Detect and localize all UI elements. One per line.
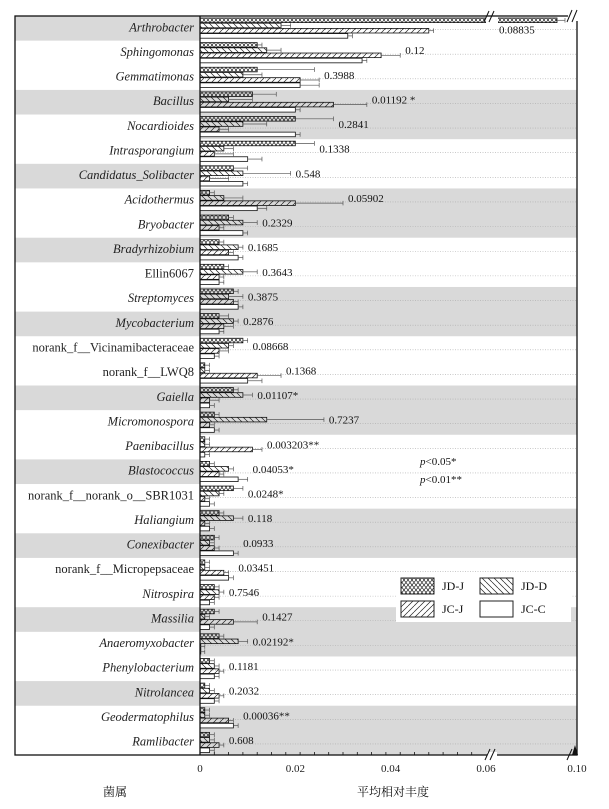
bar-jd-j xyxy=(200,92,252,97)
bar-jc-j xyxy=(200,472,219,477)
pvalue-label: 0.1181 xyxy=(228,661,259,674)
legend-label-jc-j: JC-J xyxy=(442,602,464,616)
bar-jd-d xyxy=(200,171,243,176)
pvalue-label: 0.1338 xyxy=(319,143,350,156)
pvalue-label: 0.608 xyxy=(228,734,254,747)
x-tick-label: 0.04 xyxy=(381,763,401,775)
pvalue-label: 0.01107* xyxy=(257,390,299,403)
bar-jd-d xyxy=(200,220,243,225)
bar-jd-j xyxy=(200,732,210,737)
category-label: Phenylobacterium xyxy=(102,660,194,675)
legend xyxy=(396,572,571,622)
bar-jd-j xyxy=(200,412,214,417)
plot-band xyxy=(200,188,577,237)
bar-jd-d xyxy=(200,614,205,619)
pvalue-label: 0.2329 xyxy=(262,217,293,230)
bar-jd-d xyxy=(200,491,219,496)
category-label: Nitrolancea xyxy=(134,685,194,700)
bar-jd-j xyxy=(200,141,295,146)
category-label: Nitrospira xyxy=(142,586,194,601)
bar-jc-j xyxy=(200,225,219,230)
category-label: Bacillus xyxy=(153,94,194,109)
bar-jc-j xyxy=(200,28,429,33)
pvalue-label: 0.1368 xyxy=(286,365,317,378)
bar-jd-d xyxy=(200,393,243,398)
category-label: Ramlibacter xyxy=(132,734,194,749)
bar-jc-c xyxy=(200,231,243,236)
category-label: Arthrobacter xyxy=(129,20,194,35)
pvalue-label: 0.01192 * xyxy=(371,94,416,107)
category-label: Ellin6067 xyxy=(144,266,194,281)
bar-jc-c xyxy=(200,181,243,186)
bar-jc-j xyxy=(200,299,233,304)
category-label: Massilia xyxy=(150,611,194,626)
bar-jd-j xyxy=(200,166,233,171)
pvalue-label: 0.3988 xyxy=(324,69,355,82)
legend-swatch-jd-j xyxy=(401,578,434,594)
bar-jc-j xyxy=(200,570,224,575)
bar-jc-j xyxy=(200,275,219,280)
bar-jc-c xyxy=(200,576,229,581)
x-tick-label: 0.06 xyxy=(476,763,496,775)
bar-jc-j xyxy=(200,349,219,354)
bar-jd-j xyxy=(200,560,205,565)
bar-jd-d xyxy=(200,97,229,102)
bar-jd-d xyxy=(200,245,238,250)
pvalue-label: 0.0933 xyxy=(243,537,274,550)
pvalue-label: 0.548 xyxy=(295,168,321,181)
bar-jd-d xyxy=(200,664,214,669)
bar-jd-d xyxy=(200,738,210,743)
bar-jd-d xyxy=(200,319,233,324)
bar-jd-j xyxy=(200,461,210,466)
bar-jd-j xyxy=(200,708,205,713)
legend-label-jc-c: JC-C xyxy=(521,602,546,616)
bar-jc-j xyxy=(200,423,210,428)
pvalue-label: 0.2876 xyxy=(243,316,274,329)
pvalue-label: 0.08835 xyxy=(499,24,535,37)
bar-jd-d xyxy=(200,541,210,546)
category-label: Streptomyces xyxy=(127,291,194,306)
bar-jc-j xyxy=(200,78,300,83)
bar-jd-d xyxy=(200,122,243,127)
bar-jc-j xyxy=(200,250,229,255)
x-axis-title: 平均相对丰度 xyxy=(356,785,430,799)
bar-jd-j xyxy=(200,117,295,122)
pvalue-label: 0.05902 xyxy=(348,192,384,205)
pvalue-label: 0.3643 xyxy=(262,266,293,279)
bar-jc-j xyxy=(200,595,214,600)
bar-jd-d xyxy=(200,196,224,201)
bar-jc-c xyxy=(200,108,295,113)
bar-jc-c xyxy=(200,329,219,334)
category-label: Haliangium xyxy=(134,512,194,527)
bar-jd-d xyxy=(200,368,205,373)
bar-jc-c xyxy=(200,34,348,39)
legend-swatch-jc-c xyxy=(480,601,513,617)
bar-jc-j xyxy=(200,373,257,378)
pvalue-label: 0.12 xyxy=(405,45,425,58)
bar-jc-j xyxy=(200,496,205,501)
bar-jc-j xyxy=(200,546,214,551)
category-label: Micromonospora xyxy=(107,414,194,429)
bar-jc-j xyxy=(200,718,229,723)
category-label: norank_f__Vicinamibacteraceae xyxy=(32,340,194,355)
bar-jc-c xyxy=(200,674,214,679)
bar-jc-j xyxy=(200,152,214,157)
bar-jc-j xyxy=(200,521,205,526)
category-label: Nocardioides xyxy=(127,118,194,133)
bar-jd-j xyxy=(200,264,224,269)
pvalue-label: 0.2841 xyxy=(338,119,369,132)
bar-jc-c xyxy=(200,502,210,507)
bar-jd-j xyxy=(200,43,257,48)
x-tick-label: 0 xyxy=(197,763,203,775)
y-axis-title: 菌属 xyxy=(102,785,128,799)
bar-jc-j xyxy=(200,620,233,625)
bar-jd-j xyxy=(200,634,219,639)
bar-jd-j xyxy=(200,215,229,220)
category-label: norank_f__Micropepsaceae xyxy=(55,562,194,577)
bar-jd-j xyxy=(200,67,257,72)
bar-jd-j xyxy=(200,338,243,343)
bar-jc-c xyxy=(200,428,214,433)
bar-jc-c xyxy=(200,132,295,137)
bar-jc-c xyxy=(200,748,210,753)
bar-jd-d xyxy=(200,270,243,275)
bar-jd-j xyxy=(200,363,205,368)
bar-jd-d xyxy=(200,688,210,693)
bar-jc-c xyxy=(200,551,233,556)
category-label: Gemmatimonas xyxy=(115,69,194,84)
pvalue-label: 0.02192* xyxy=(252,636,294,649)
legend-label-jd-j: JD-J xyxy=(442,579,465,593)
significance-note xyxy=(419,456,462,486)
sig-note-01: p<0.01** xyxy=(420,474,462,486)
legend-swatch-jd-d xyxy=(480,578,513,594)
bar-jd-j xyxy=(200,511,219,516)
pvalue-label: 0.1427 xyxy=(262,611,293,624)
bar-jd-d xyxy=(200,72,243,77)
bar-jd-j xyxy=(200,240,219,245)
category-label: Mycobacterium xyxy=(115,315,194,330)
bar-jd-d xyxy=(200,713,205,718)
x-tick-label: 0.10 xyxy=(567,763,587,775)
bar-jc-c xyxy=(200,477,238,482)
bar-jd-d xyxy=(200,146,224,151)
bar-jc-j xyxy=(200,53,381,58)
bar-jd-d xyxy=(200,294,229,299)
pvalue-label: 0.003203** xyxy=(266,439,320,452)
bar-jd-d xyxy=(200,590,219,595)
bar-jd-j xyxy=(200,683,205,688)
bar-jc-j xyxy=(200,201,295,206)
bar-jc-c xyxy=(200,452,205,457)
category-label: Anaeromyxobacter xyxy=(99,636,194,651)
pvalue-label: 0.118 xyxy=(247,513,273,526)
bar-jc-j xyxy=(200,398,210,403)
bar-jc-c xyxy=(200,255,238,260)
bar-jd-j xyxy=(200,388,233,393)
bar-jd-j xyxy=(200,314,219,319)
category-label: Bradyrhizobium xyxy=(112,241,194,256)
category-label: Conexibacter xyxy=(126,537,194,552)
bar-jd-j xyxy=(200,289,233,294)
bar-jc-c xyxy=(200,280,219,285)
pvalue-label: 0.7546 xyxy=(228,587,260,600)
bar-jd-j xyxy=(200,535,214,540)
x-tick-label: 0.02 xyxy=(285,763,305,775)
bar-jc-j xyxy=(200,102,333,107)
bar-jd-j xyxy=(200,18,557,23)
bar-jd-d xyxy=(200,442,205,447)
pvalue-label: 0.08668 xyxy=(252,340,289,353)
bar-jd-d xyxy=(200,516,233,521)
bar-jd-d xyxy=(200,467,229,472)
bar-jc-j xyxy=(200,694,219,699)
bar-jc-j xyxy=(200,447,252,452)
bar-jc-j xyxy=(200,176,210,181)
bar-jc-c xyxy=(200,378,248,383)
bar-jd-d xyxy=(200,639,238,644)
category-label: Paenibacillus xyxy=(125,439,194,454)
bar-jc-j xyxy=(200,324,224,329)
bar-jd-j xyxy=(200,486,233,491)
category-label: Sphingomonas xyxy=(120,44,194,59)
bar-jc-j xyxy=(200,743,219,748)
bar-jc-c xyxy=(200,305,238,310)
pvalue-label: 0.04053* xyxy=(252,463,294,476)
category-label: Blastococcus xyxy=(128,463,194,478)
category-label: Geodermatophilus xyxy=(100,710,194,725)
pvalue-label: 0.2032 xyxy=(228,685,260,698)
bar-jd-d xyxy=(200,417,267,422)
category-label: norank_f__norank_o__SBR1031 xyxy=(28,488,194,503)
bar-jc-c xyxy=(200,83,300,88)
bar-jd-j xyxy=(200,437,205,442)
pvalue-label: 0.1685 xyxy=(247,242,279,255)
pvalue-label: 0.00036** xyxy=(243,710,290,723)
bar-jd-d xyxy=(200,48,267,53)
bar-jd-j xyxy=(200,190,210,195)
sig-note-05: p<0.05* xyxy=(420,456,457,468)
bar-jc-c xyxy=(200,600,210,605)
category-label: Intrasporangium xyxy=(109,143,194,158)
bar-jd-j xyxy=(200,658,210,663)
legend-label-jd-d: JD-D xyxy=(521,579,547,593)
bar-jd-d xyxy=(200,343,229,348)
category-label: Gaiella xyxy=(156,389,194,404)
category-label: Candidatus_Solibacter xyxy=(78,168,194,183)
bar-jc-c xyxy=(200,723,233,728)
bar-jc-c xyxy=(200,403,210,408)
bar-jc-c xyxy=(200,354,214,359)
bar-jc-c xyxy=(200,625,210,630)
bar-jd-j xyxy=(200,585,214,590)
bar-jd-j xyxy=(200,609,214,614)
bar-jc-j xyxy=(200,669,219,674)
bar-jc-c xyxy=(200,206,257,211)
bar-jd-d xyxy=(200,565,205,570)
bar-jc-c xyxy=(200,526,210,531)
category-label: norank_f__LWQ8 xyxy=(102,365,194,380)
legend-swatch-jc-j xyxy=(401,601,434,617)
pvalue-label: 0.7237 xyxy=(328,414,360,427)
bar-jc-c xyxy=(200,58,362,63)
category-label: Acidothermus xyxy=(124,192,194,207)
pvalue-label: 0.3875 xyxy=(247,291,279,304)
category-label: Bryobacter xyxy=(137,217,194,232)
pvalue-label: 0.03451 xyxy=(238,562,275,575)
bar-jd-d xyxy=(200,23,281,28)
bar-jc-j xyxy=(200,127,219,132)
pvalue-label: 0.0248* xyxy=(247,488,284,501)
bar-jc-c xyxy=(200,157,248,162)
category-labels xyxy=(28,20,194,748)
bar-jc-c xyxy=(200,699,214,704)
